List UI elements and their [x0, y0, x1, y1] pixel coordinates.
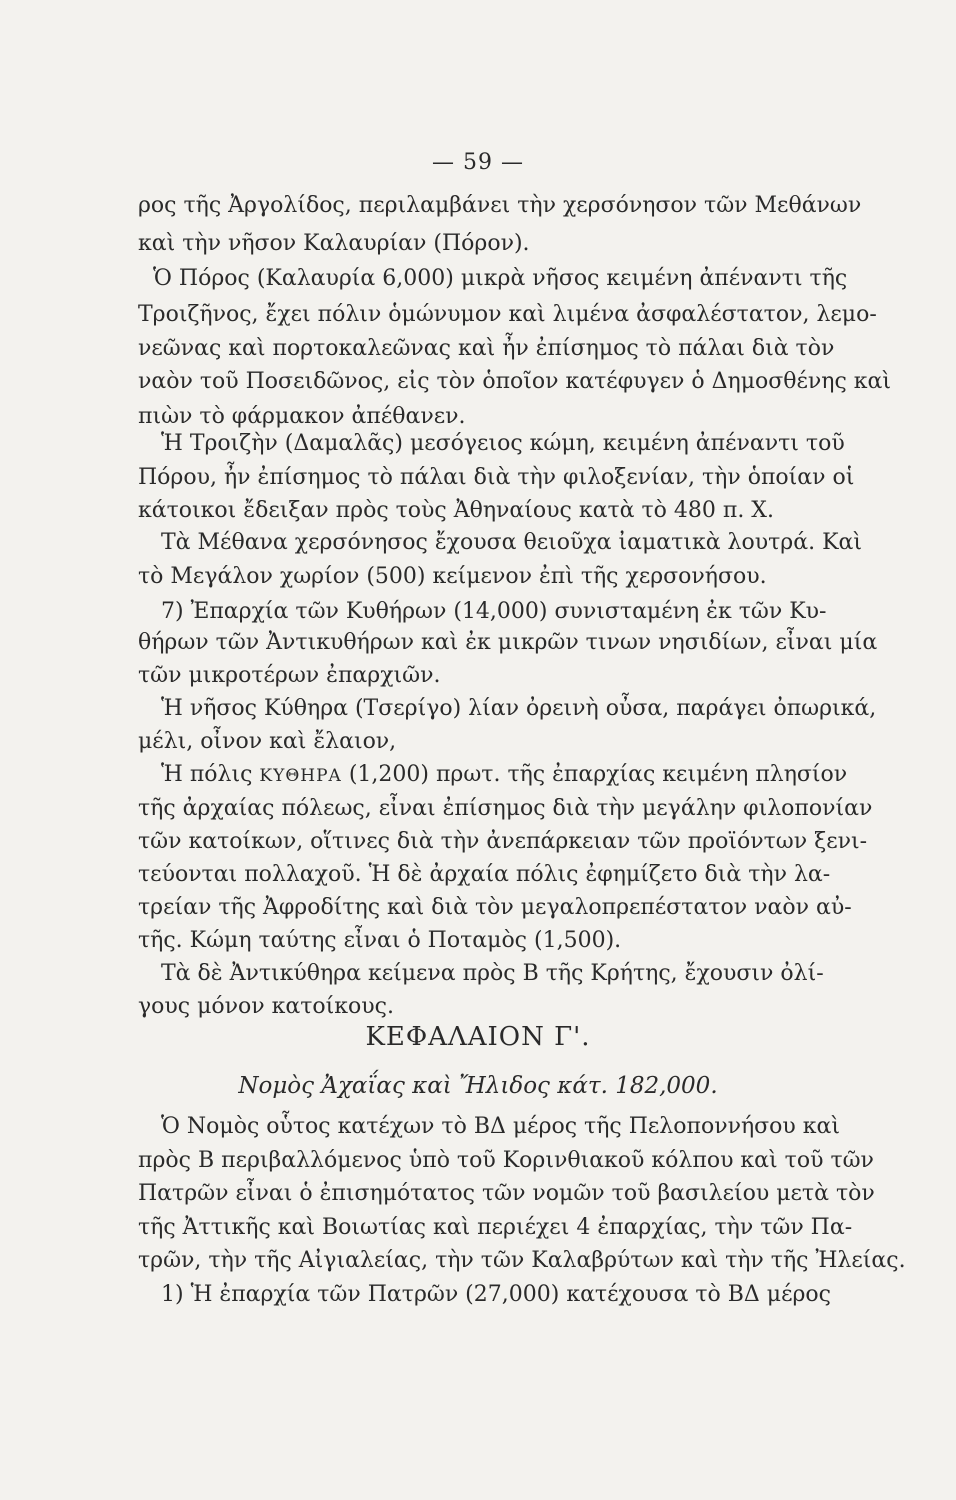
text-line: πρὸς Β περιβαλλόμενος ὑπὸ τοῦ Κορινθιακοῦ κόλπου καὶ τοῦ τῶν: [138, 1148, 874, 1173]
text-line-kythira: [161, 761, 848, 790]
chapter-title: ΚΕΦΑΛΑΙΟΝ Γ'.: [365, 1022, 591, 1052]
text-line: Τὰ δὲ Ἀντικύθηρα κείμενα πρὸς Β τῆς Κρήτης, ἔχουσιν ὀλί-: [161, 961, 824, 986]
text-line: τρείαν τῆς Ἀφροδίτης καὶ διὰ τὸν μεγαλοπρεπέστατον ναὸν αὐ-: [138, 895, 852, 920]
text-line: Τροιζῆνος, ἔχει πόλιν ὁμώνυμον καὶ λιμένα ἀσφαλέστατον, λεμο-: [138, 302, 877, 327]
text-line: 7) Ἐπαρχία τῶν Κυθήρων (14,000) συνισταμένη ἐκ τῶν Κυ-: [161, 599, 827, 624]
text-line: γους μόνον κατοίκους.: [138, 994, 394, 1019]
text-line: 1) Ἡ ἐπαρχία τῶν Πατρῶν (27,000) κατέχουσα τὸ ΒΔ μέρος: [161, 1282, 831, 1307]
text-line: Ἡ Τροιζὴν (Δαμαλᾶς) μεσόγειος κώμη, κειμένη ἀπέναντι τοῦ: [161, 431, 845, 456]
town-name-smallcaps: ΚΥΘΗΡΑ: [259, 766, 342, 786]
text-line: καὶ τὴν νῆσον Καλαυρίαν (Πόρον).: [138, 231, 530, 256]
text-line: τῶν κατοίκων, οἵτινες διὰ τὴν ἀνεπάρκειαν τῶν προϊόντων ξενι-: [138, 829, 868, 854]
text-line: κάτοικοι ἔδειξαν πρὸς τοὺς Ἀθηναίους κατὰ τὸ 480 π. Χ.: [138, 498, 774, 523]
text-line: Τὰ Μέθανα χερσόνησος ἔχουσα θειοῦχα ἰαματικὰ λουτρά. Καὶ: [161, 530, 862, 555]
text-line: ναὸν τοῦ Ποσειδῶνος, εἰς τὸν ὁποῖον κατέφυγεν ὁ Δημοσθένης καὶ: [138, 369, 891, 394]
text-line: Πατρῶν εἶναι ὁ ἐπισημότατος τῶν νομῶν τοῦ βασιλείου μετὰ τὸν: [138, 1181, 875, 1206]
text-line: μέλι, οἶνον καὶ ἔλαιον,: [138, 729, 397, 754]
text-line: τὸ Μεγάλον χωρίον (500) κείμενον ἐπὶ τῆς χερσονήσου.: [138, 564, 767, 589]
text-fragment: Ἡ πόλις: [161, 762, 260, 787]
text-line: θήρων τῶν Ἀντικυθήρων καὶ ἐκ μικρῶν τινων νησιδίων, εἶναι μία: [138, 630, 878, 655]
text-line: τῶν μικροτέρων ἐπαρχιῶν.: [138, 663, 441, 688]
text-line: τρῶν, τὴν τῆς Αἰγιαλείας, τὴν τῶν Καλαβρύτων καὶ τὴν τῆς Ἠλείας.: [138, 1248, 906, 1273]
text-line: Ὁ Νομὸς οὗτος κατέχων τὸ ΒΔ μέρος τῆς Πελοποννήσου καὶ: [161, 1114, 840, 1139]
chapter-subtitle: Νομὸς Ἀχαΐας καὶ Ἤλιδος κάτ. 182,000.: [238, 1073, 718, 1099]
text-line: Ἡ νῆσος Κύθηρα (Τσερίγο) λίαν ὀρεινὴ οὖσα, παράγει ὀπωρικά,: [161, 696, 877, 721]
text-line: Ὁ Πόρος (Καλαυρία 6,000) μικρὰ νῆσος κειμένη ἀπέναντι τῆς: [153, 266, 848, 291]
text-line: τῆς Ἀττικῆς καὶ Βοιωτίας καὶ περιέχει 4 ἐπαρχίας, τὴν τῶν Πα-: [138, 1215, 853, 1240]
text-line: νεῶνας καὶ πορτοκαλεῶνας καὶ ἦν ἐπίσημος τὸ πάλαι διὰ τὸν: [138, 336, 835, 361]
text-fragment: (1,200) πρωτ. τῆς ἐπαρχίας κειμένη πλησίον: [341, 762, 848, 787]
page-number: — 59 —: [432, 150, 524, 175]
text-line: πιὼν τὸ φάρμακον ἀπέθανεν.: [138, 404, 466, 429]
text-line: τῆς. Κώμη ταύτης εἶναι ὁ Ποταμὸς (1,500).: [138, 928, 622, 953]
text-line: τεύονται πολλαχοῦ. Ἡ δὲ ἀρχαία πόλις ἐφημίζετο διὰ τὴν λα-: [138, 862, 831, 887]
text-line: ρος τῆς Ἀργολίδος, περιλαμβάνει τὴν χερσόνησον τῶν Μεθάνων: [138, 193, 862, 218]
text-line: Πόρου, ἦν ἐπίσημος τὸ πάλαι διὰ τὴν φιλοξενίαν, τὴν ὁποίαν οἱ: [138, 465, 855, 490]
text-line: τῆς ἀρχαίας πόλεως, εἶναι ἐπίσημος διὰ τὴν μεγάλην φιλοπονίαν: [138, 796, 873, 821]
